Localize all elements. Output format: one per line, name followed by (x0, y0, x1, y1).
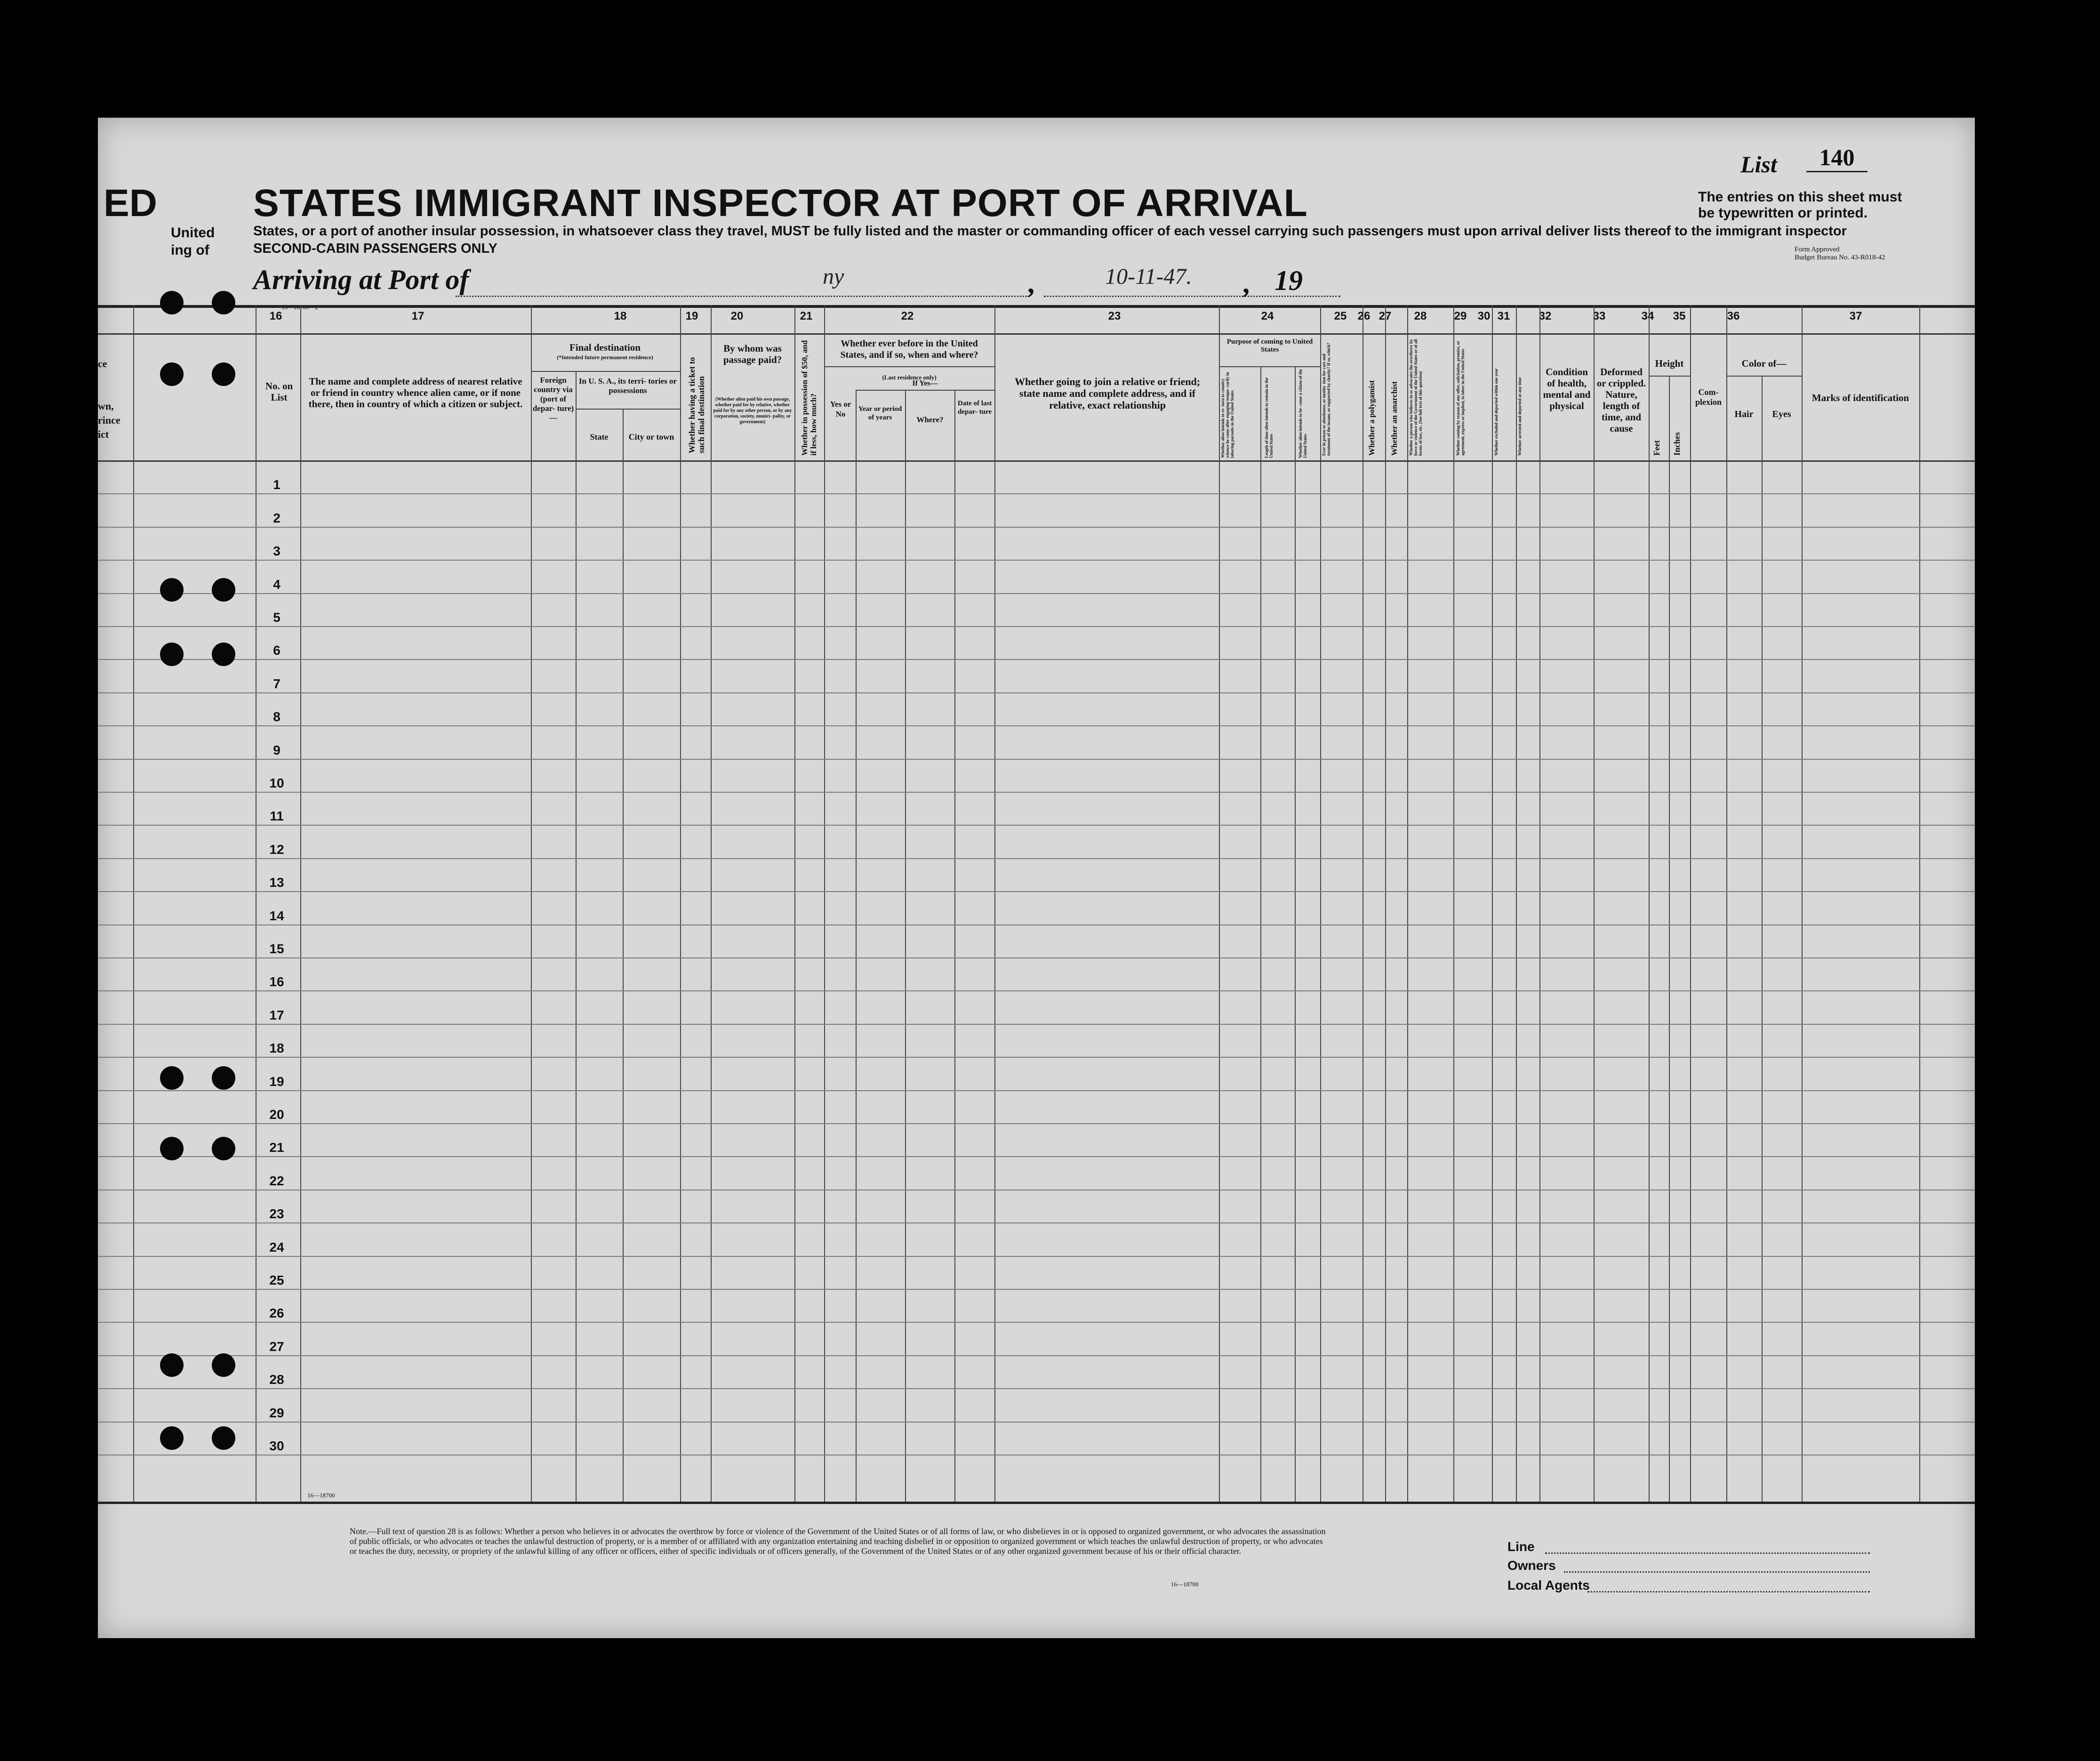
row-number: 4 (273, 577, 281, 592)
col24-title: Purpose of coming to United States (1226, 338, 1313, 354)
col20-title: By whom was passage paid? (723, 343, 782, 365)
subhead-line (1649, 376, 1690, 377)
instructions-line: States, or a port of another insular possession, in whatsoever class they travel, MUST be fully listed and the master or commanding officer of each vessel carrying such passengers must upon arrival deliver lists thereof to the immigrant inspector (253, 224, 1847, 239)
col19-header: Whether having a ticket to such final destination (687, 357, 706, 453)
col24-a: Whether alien intends to re- turn to country whence he came after engaging tempo- rarily in laboring pursuits in the United States (1220, 372, 1234, 458)
table-row (98, 493, 1975, 494)
table-row (98, 626, 1975, 627)
punch-hole (160, 362, 184, 386)
row-number: 15 (269, 941, 284, 956)
col-number: 33 (1593, 310, 1606, 322)
table-row (98, 1222, 1975, 1223)
footnote-code: 16—18700 (1171, 1581, 1199, 1588)
col-divider (905, 390, 906, 1502)
header-left-fragment: ED (104, 182, 157, 225)
col32-header: Condition of health, mental and physical (1543, 366, 1591, 411)
table-row (98, 593, 1975, 594)
subhead-line (531, 371, 680, 372)
col22-subtitle: (Last residence only) (882, 374, 937, 381)
col20-subtitle: (Whether alien paid his own passage, whether paid for by relative, whether paid for by any other person, or by any corporation, society, munici- pality, or government) (713, 397, 792, 425)
entries-note-line1: The entries on this sheet must (1698, 189, 1902, 205)
col18-subtitle: (*Intended future permanent residence) (557, 354, 653, 361)
owners-blank[interactable] (1564, 1571, 1870, 1573)
row-number: 11 (270, 809, 284, 824)
col-number: 21 (800, 310, 813, 322)
punch-hole (212, 1137, 235, 1160)
col22-ifyes: If Yes— (912, 379, 938, 387)
punch-hole (160, 1426, 184, 1450)
table-row (98, 1355, 1975, 1356)
col-number: 17 (411, 310, 425, 322)
row-number: 21 (269, 1140, 284, 1155)
agents-label: Local Agents (1507, 1578, 1590, 1592)
manifest-table (98, 305, 1975, 1510)
col18-usa: In U. S. A., its terri- tories or possessions (578, 377, 677, 395)
table-row (98, 825, 1975, 826)
subhead-line (576, 409, 680, 410)
stub-fragment-4: ict (98, 428, 109, 440)
agents-field[interactable] (1507, 1578, 1590, 1593)
form-approved (1795, 246, 1885, 262)
col21-header: Whether in possession of $50, and if less, how much? (800, 340, 818, 456)
row-number: 17 (269, 1007, 284, 1022)
row-number: 8 (273, 709, 281, 724)
col18-city: City or town (628, 432, 674, 442)
table-row (98, 1156, 1975, 1157)
col18-foreign: Foreign country via (port of depar- ture)— (532, 376, 574, 422)
col22-yesno: Yes or No (830, 400, 851, 418)
table-row (98, 759, 1975, 760)
row-number: 1 (273, 477, 281, 492)
col30-header: Whether excluded and deported within one year (1494, 368, 1499, 456)
col18-state: State (590, 432, 609, 442)
col-number: 26 (1357, 310, 1371, 322)
table-row (98, 659, 1975, 660)
side-fragment-1: United (171, 225, 215, 241)
punch-hole (160, 1066, 184, 1090)
row-number: 29 (269, 1405, 284, 1420)
col-number: 28 (1414, 310, 1427, 322)
col36-eyes: Eyes (1772, 409, 1791, 419)
row-number: 19 (269, 1074, 284, 1089)
subhead-line (1219, 366, 1320, 367)
punch-hole (160, 643, 184, 666)
col-number: 36 (1727, 310, 1740, 322)
punch-hole (212, 291, 235, 314)
col22-where: Where? (916, 415, 944, 424)
table-row (98, 1057, 1975, 1058)
form-approved-line2: Budget Bureau No. 43-R018-42 (1795, 254, 1885, 261)
table-row (98, 560, 1975, 561)
row-number: 14 (269, 908, 284, 923)
row-number: 30 (269, 1439, 284, 1453)
table-row (98, 1090, 1975, 1091)
port-line (456, 296, 1030, 297)
row-number: 20 (269, 1107, 284, 1122)
arriving-label: Arriving at Port of (253, 264, 469, 295)
bottom-code: 16—18700 (307, 1492, 335, 1499)
punch-hole (212, 643, 235, 666)
col22-date: Date of last depar- ture (957, 400, 992, 416)
col33-header: Deformed or crippled. Nature, length of time, and cause (1596, 366, 1646, 434)
row-number: 23 (269, 1206, 284, 1222)
row-number: 3 (273, 544, 281, 559)
col34-title: Height (1655, 358, 1684, 369)
stub-fragment-2: wn, (98, 400, 114, 412)
stub-fragment-3: rince (98, 414, 120, 426)
entries-note-line2: be typewritten or printed. (1698, 205, 1868, 221)
col-divider (856, 390, 857, 1502)
punch-hole (212, 1353, 235, 1377)
col-number: 31 (1497, 310, 1510, 322)
col24-c: Whether alien intends to be- come a citizen of the United States (1298, 369, 1307, 458)
table-row (98, 990, 1975, 991)
col25-header: Ever in prison or almshouse, or institu- tion for care and treatment of the insane, or supported by charity? If so, which? (1322, 343, 1331, 456)
row-number: 28 (269, 1372, 284, 1387)
comma-separator: , (1027, 268, 1034, 299)
table-row (98, 1388, 1975, 1389)
row-number: 22 (269, 1173, 284, 1188)
row-number: 2 (273, 510, 281, 525)
form-code: 16—18700—2 (281, 304, 318, 311)
form-title: STATES IMMIGRANT INSPECTOR AT PORT OF ARRIVAL (253, 182, 1308, 225)
row-number: 9 (273, 742, 281, 757)
col-divider (1669, 376, 1670, 1502)
col-divider (1762, 376, 1763, 1502)
agents-blank[interactable] (1587, 1591, 1870, 1592)
subhead-line (1726, 376, 1802, 377)
col-number: 30 (1477, 310, 1491, 322)
col-number: 37 (1849, 310, 1862, 322)
row-number: 24 (269, 1239, 284, 1254)
row-number: 13 (269, 875, 284, 890)
col36-title: Color of— (1741, 358, 1787, 369)
row-number: 7 (273, 676, 281, 691)
col-number: 18 (614, 310, 627, 322)
col17-header: The name and complete address of nearest relative or friend in country whence alien came, or if none there, then in country of which a citizen or subject. (308, 376, 523, 410)
punch-hole (212, 1426, 235, 1450)
table-row (98, 891, 1975, 892)
table-bottom-border (98, 1502, 1975, 1504)
entries-note (1698, 189, 1902, 221)
col18-title: Final destination (569, 342, 641, 353)
table-row (98, 1289, 1975, 1290)
row-number: 26 (269, 1306, 284, 1321)
col28-header: Whether a person who believes in or advocates the overthrow by force or violence of the Government of the United States or of all forms of law, etc. (See full text of this question) (1409, 339, 1423, 456)
punch-hole (160, 291, 184, 314)
col-number: 29 (1454, 310, 1467, 322)
row-number: 27 (269, 1339, 284, 1354)
stub-fragment-1: ce (98, 358, 107, 370)
table-row (98, 957, 1975, 958)
subhead-line (824, 366, 994, 367)
row-number: 25 (269, 1273, 284, 1287)
row-number: 16 (269, 974, 284, 989)
col-number: 22 (901, 310, 914, 322)
punch-hole (212, 1066, 235, 1090)
form-sheet (98, 118, 1975, 1638)
table-row (98, 858, 1975, 859)
header-number-border (98, 333, 1975, 335)
punch-hole (160, 578, 184, 602)
col-number: 23 (1108, 310, 1121, 322)
table-row (98, 1123, 1975, 1124)
owners-field[interactable] (1507, 1558, 1556, 1573)
line-label: Line (1507, 1539, 1535, 1554)
col29-header: Whether coming by reason of any offer, solicitation, promise, or agreement, express or implied, to labor in the United States (1456, 341, 1465, 456)
side-fragment-2: ing of (171, 242, 209, 258)
col27-header: Whether an anarchist (1390, 381, 1399, 456)
col22-year: Year or period of years (858, 405, 902, 421)
col31-header: Whether arrested and deported at any time (1517, 377, 1522, 456)
table-row (98, 692, 1975, 693)
header-bottom-border (98, 460, 1975, 462)
col-number: 20 (730, 310, 744, 322)
col-divider (954, 390, 955, 1502)
col-number: 25 (1334, 310, 1347, 322)
col36-hair: Hair (1734, 409, 1754, 419)
year-prefix: 19 (1274, 265, 1303, 296)
col26-header: Whether a polygamist (1367, 380, 1376, 456)
col-number: 34 (1641, 310, 1654, 322)
punch-hole (160, 1137, 184, 1160)
col-number: 16 (269, 310, 282, 322)
date-handwritten: 10-11-47. (1105, 264, 1192, 289)
col-number: 35 (1673, 310, 1686, 322)
form-approved-line1: Form Approved (1795, 246, 1840, 253)
row-number: 6 (273, 643, 281, 658)
port-handwritten: ny (823, 264, 844, 289)
col-number: 24 (1261, 310, 1274, 322)
line-blank[interactable] (1545, 1552, 1870, 1554)
col35-header: Com- plexion (1695, 387, 1722, 407)
table-row (98, 1322, 1975, 1323)
col-number: 32 (1539, 310, 1552, 322)
passenger-class: SECOND-CABIN PASSENGERS ONLY (253, 241, 497, 256)
row-number: 12 (269, 842, 284, 857)
table-row (98, 792, 1975, 793)
list-label: List (1740, 151, 1777, 177)
footnote: Note.—Full text of question 28 is as follows: Whether a person who believes in or advocates the overthrow by force or violence of the Government of the United States or of all forms of law, or who disbelieves in or is opposed to organized government, or who advocates the assassination of public officials, or who advocates or teaches the unlawful destruction of property, or is a member of or affiliated with any organization entertaining and teaching disbelief in or opposition to organized government or which teaches the unlawful destruction of property, or who advocates or teaches the duty, necessity, or propriety of the unlawful killing of any officer or officers, either of specific individuals or of officers generally, of the Government of the United States or of any other organized government because of his or their official character. (350, 1527, 1326, 1556)
punch-hole (160, 1353, 184, 1377)
col22-title: Whether ever before in the United States, and if so, when and where? (840, 338, 978, 360)
comma-separator-2: , (1242, 268, 1250, 299)
punch-hole (212, 362, 235, 386)
owners-label: Owners (1507, 1558, 1556, 1573)
table-row (98, 1256, 1975, 1257)
col23-header: Whether going to join a relative or friend; state name and complete address, and if relative, exact relationship (1014, 376, 1201, 411)
col34-inches: Inches (1672, 432, 1682, 456)
table-row (98, 1422, 1975, 1423)
col34-feet: Feet (1652, 440, 1661, 456)
col16-header: No. on List (265, 380, 293, 403)
subhead-line (856, 390, 994, 391)
col-divider (1260, 366, 1261, 1502)
table-row (98, 725, 1975, 726)
table-row (98, 1024, 1975, 1025)
col-number: 27 (1379, 310, 1392, 322)
row-number: 5 (273, 610, 281, 625)
table-row (98, 527, 1975, 528)
row-number: 10 (269, 776, 284, 790)
col37-header: Marks of identification (1811, 392, 1909, 403)
row-number: 18 (269, 1041, 284, 1056)
col-number: 19 (685, 310, 698, 322)
col24-b: Length of time alien intends to remain in the United States (1264, 378, 1274, 458)
line-field[interactable] (1507, 1539, 1535, 1554)
list-number: 140 (1806, 144, 1868, 172)
punch-hole (212, 578, 235, 602)
table-top-border (98, 305, 1975, 308)
col-divider (576, 371, 577, 1502)
col-divider (1295, 366, 1296, 1502)
col-divider (623, 409, 624, 1502)
